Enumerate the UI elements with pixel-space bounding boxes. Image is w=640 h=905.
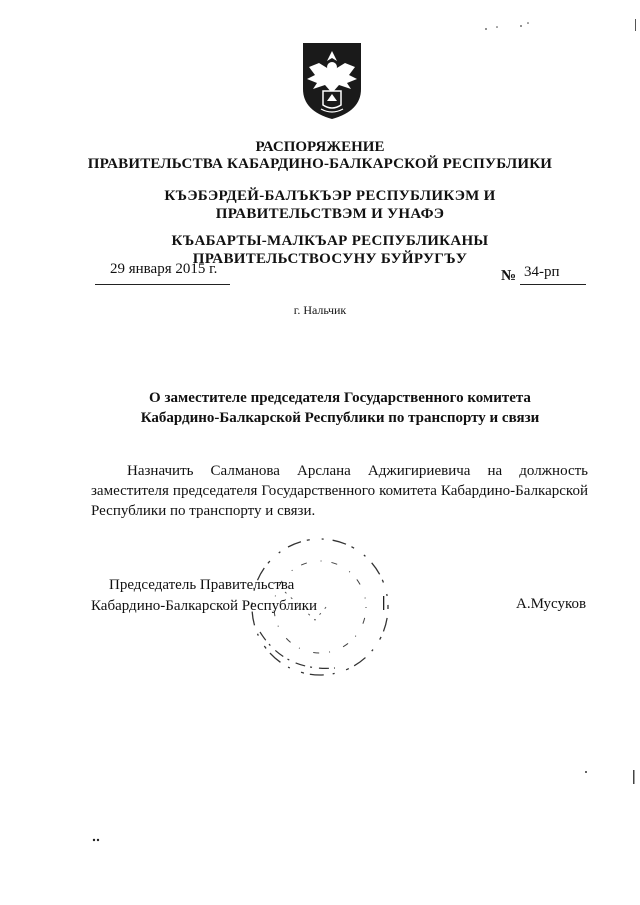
issuer-title-kabardian: КЪЭБЭРДЕЙ-БАЛЪКЪЭР РЕСПУБЛИКЭМ И ПРАВИТЕЛЬСТВЭМ И УНАФЭ (164, 188, 496, 222)
document-city: г. Нальчик (293, 303, 347, 317)
signatory-name: А.Мусуков (516, 596, 587, 612)
document-type-title: РАСПОРЯЖЕНИЕ (255, 139, 385, 155)
body-paragraph: Назначить Салманова Арслана Аджигириевича на должность заместителя председателя Государственного комитета Кабардино-Балкарской Республики по транспорту и связи. (91, 463, 588, 519)
document-date: 29 января 2015 г. (110, 261, 218, 277)
signatory-title-line-1: Председатель Правительства (109, 577, 295, 593)
number-sign: № (501, 268, 517, 284)
subject-line-2: Кабардино-Балкарской Республики по транспорту и связи (140, 410, 540, 426)
document-number: 34-рп (524, 264, 560, 280)
issuer-title-balkar: КЪАБАРТЫ-МАЛКЪАР РЕСПУБЛИКАНЫ ПРАВИТЕЛЬСТВОСУНУ БУЙРУГЪУ (171, 233, 489, 267)
signatory-title-line-2: Кабардино-Балкарской Республики (91, 598, 318, 614)
subject-line-1: О заместителе председателя Государственного комитета (149, 390, 531, 406)
issuer-title-russian: ПРАВИТЕЛЬСТВА КАБАРДИНО-БАЛКАРСКОЙ РЕСПУБЛИКИ (87, 156, 553, 172)
